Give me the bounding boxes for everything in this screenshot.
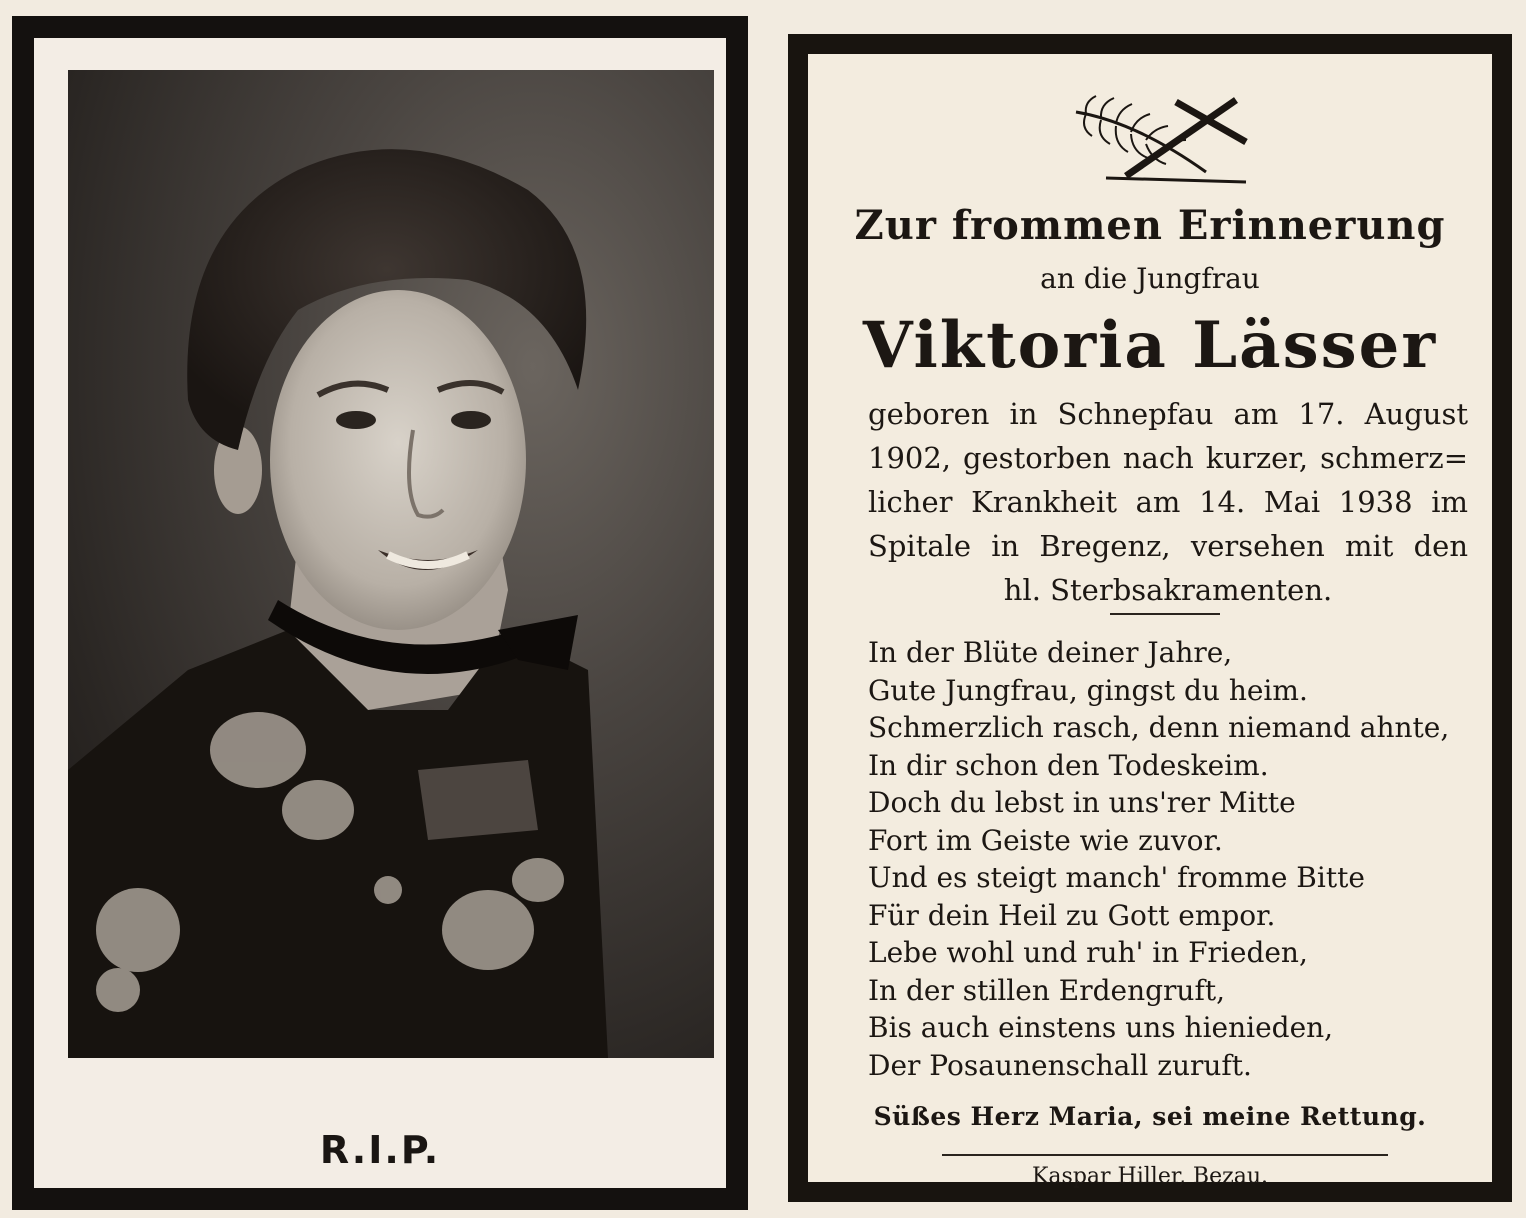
portrait-illustration xyxy=(68,70,714,1058)
poem-line: In der stillen Erdengruft, xyxy=(868,973,1225,1007)
biography-text xyxy=(868,392,1468,612)
biography-line: 1902, gestorben nach kurzer, schmerz= xyxy=(868,441,1468,475)
prayer-motto: Süßes Herz Maria, sei meine Rettung. xyxy=(873,1102,1427,1131)
poem-line: Fort im Geiste wie zuvor. xyxy=(868,823,1223,857)
footer-divider xyxy=(942,1154,1388,1156)
biography-line: licher Krankheit am 14. Mai 1938 im xyxy=(868,485,1468,519)
poem-line: Bis auch einstens uns hienieden, xyxy=(868,1011,1334,1044)
biography-line: Spitale in Bregenz, versehen mit den xyxy=(868,529,1468,563)
poem-line: Und es steigt manch' fromme Bitte xyxy=(868,861,1365,894)
rip-label: R.I.P. xyxy=(319,1128,441,1172)
memorial-text-content xyxy=(808,54,1492,1189)
deceased-name: Viktoria Lässer xyxy=(862,308,1438,383)
poem-line: Für dein Heil zu Gott empor. xyxy=(868,898,1276,932)
portrait-card xyxy=(12,16,748,1210)
memorial-poem xyxy=(868,634,1449,1084)
poem-line: Schmerzlich rasch, denn niemand ahnte, xyxy=(868,711,1450,744)
poem-line: Der Posaunenschall zuruft. xyxy=(868,1048,1252,1082)
memorial-heading: Zur frommen Erinnerung xyxy=(854,202,1446,249)
poem-line: In dir schon den Todeskeim. xyxy=(868,748,1269,782)
poem-line: Gute Jungfrau, gingst du heim. xyxy=(868,673,1308,707)
poem-line: Lebe wohl und ruh' in Frieden, xyxy=(868,936,1308,969)
memorial-subheading: an die Jungfrau xyxy=(1040,262,1260,295)
printer-credit: Kaspar Hiller, Bezau. xyxy=(1031,1164,1268,1189)
poem-line: Doch du lebst in uns'rer Mitte xyxy=(868,786,1296,819)
palm-cross-icon xyxy=(1066,92,1256,188)
portrait-card-inner xyxy=(34,38,726,1188)
portrait-photo xyxy=(68,70,714,1058)
section-divider xyxy=(1110,613,1220,615)
biography-line: geboren in Schnepfau am 17. August xyxy=(868,397,1468,431)
memorial-text-card xyxy=(788,34,1512,1202)
poem-line: In der Blüte deiner Jahre, xyxy=(868,636,1233,669)
memorial-text-card-inner xyxy=(808,54,1492,1189)
biography-line: hl. Sterbsakramenten. xyxy=(1003,573,1333,607)
